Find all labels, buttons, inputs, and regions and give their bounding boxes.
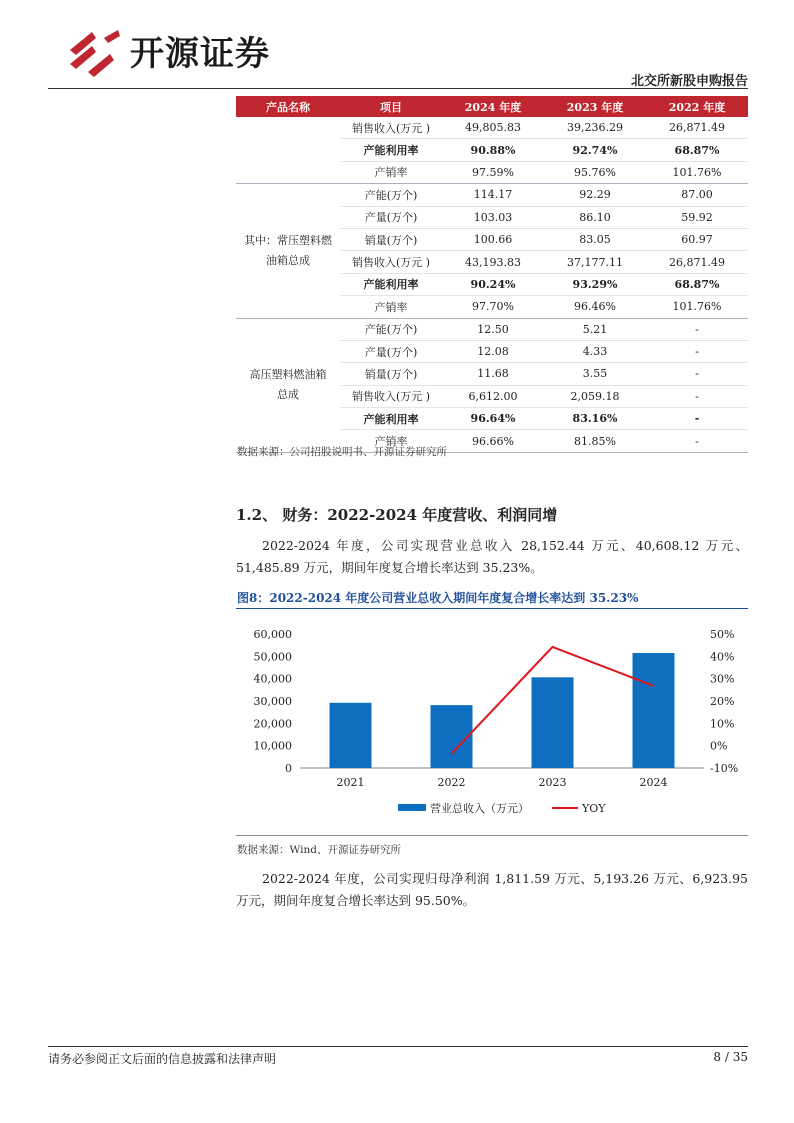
value-cell: 81.85% — [544, 430, 646, 452]
value-cell: 3.55 — [544, 363, 646, 385]
value-cell: 37,177.11 — [544, 251, 646, 273]
item-cell: 产能利用率 — [340, 273, 442, 295]
value-cell: 97.70% — [442, 296, 544, 318]
value-cell: 6,612.00 — [442, 385, 544, 407]
bar-revenue — [532, 677, 574, 768]
value-cell: - — [646, 318, 748, 340]
table-header-cell: 项目 — [340, 96, 442, 117]
value-cell: 96.46% — [544, 296, 646, 318]
value-cell: 11.68 — [442, 363, 544, 385]
value-cell: 87.00 — [646, 184, 748, 206]
y-left-tick-label: 40,000 — [253, 672, 292, 686]
y-right-tick-label: 30% — [710, 672, 735, 686]
table-row — [236, 184, 748, 206]
product-name-cell — [236, 184, 340, 318]
footer-disclaimer: 请务必参阅正文后面的信息披露和法律声明 — [48, 1052, 277, 1066]
item-cell: 销售收入(万元 ) — [340, 117, 442, 139]
paragraph-profit: 2022-2024 年度，公司实现归母净利润 1,811.59 万元、5,193.26 万元、6,923.95 万元，期间年度复合增长率达到 95.50%。 — [236, 871, 748, 908]
bar-revenue — [330, 703, 372, 768]
value-cell: 97.59% — [442, 161, 544, 183]
y-right-tick-label: 0% — [710, 739, 728, 753]
value-cell: 59.92 — [646, 206, 748, 228]
y-right-tick-label: 40% — [710, 650, 735, 664]
x-tick-label: 2023 — [538, 776, 567, 789]
y-left-tick-label: 50,000 — [253, 650, 292, 664]
footer-divider — [48, 1046, 748, 1047]
value-cell: 90.88% — [442, 139, 544, 161]
item-cell: 销量(万个) — [340, 363, 442, 385]
table-header-cell: 2023 年度 — [544, 96, 646, 117]
value-cell: 4.33 — [544, 340, 646, 362]
capacity-table — [236, 96, 748, 453]
value-cell: 26,871.49 — [646, 117, 748, 139]
value-cell: 92.74% — [544, 139, 646, 161]
page-header — [48, 20, 748, 88]
value-cell: - — [646, 363, 748, 385]
item-cell: 产能利用率 — [340, 408, 442, 430]
item-cell: 产能利用率 — [340, 139, 442, 161]
item-cell: 产量(万个) — [340, 206, 442, 228]
y-left-tick-label: 0 — [285, 762, 292, 775]
value-cell: 39,236.29 — [544, 117, 646, 139]
x-tick-label: 2022 — [437, 776, 466, 789]
value-cell: 43,193.83 — [442, 251, 544, 273]
product-name-cell — [236, 117, 340, 184]
table-header-cell: 产品名称 — [236, 96, 340, 117]
product-name-line: 油箱总成 — [266, 253, 310, 267]
table-header-row — [236, 96, 748, 117]
y-right-tick-label: 10% — [710, 717, 735, 731]
value-cell: 60.97 — [646, 228, 748, 250]
value-cell: 12.50 — [442, 318, 544, 340]
y-left-tick-label: 30,000 — [253, 695, 292, 708]
product-name-cell — [236, 318, 340, 452]
y-left-tick-label: 60,000 — [253, 628, 292, 641]
y-right-tick-label: -10% — [710, 762, 739, 775]
value-cell: 86.10 — [544, 206, 646, 228]
y-right-tick-label: 20% — [710, 695, 735, 708]
value-cell: - — [646, 385, 748, 407]
value-cell: 92.29 — [544, 184, 646, 206]
table-header-cell: 2022 年度 — [646, 96, 748, 117]
figure-title: 图8：2022-2024 年度公司营业总收入期间年度复合增长率达到 35.23% — [237, 591, 639, 605]
item-cell: 销量(万个) — [340, 228, 442, 250]
value-cell: - — [646, 340, 748, 362]
bar-revenue — [431, 705, 473, 768]
value-cell: 68.87% — [646, 273, 748, 295]
product-name-line: 其中：常压塑料燃 — [244, 233, 332, 247]
value-cell: 49,805.83 — [442, 117, 544, 139]
value-cell: 103.03 — [442, 206, 544, 228]
y-right-tick-label: 50% — [710, 628, 735, 641]
value-cell: 2,059.18 — [544, 385, 646, 407]
item-cell: 产销率 — [340, 161, 442, 183]
value-cell: 95.76% — [544, 161, 646, 183]
item-cell: 产量(万个) — [340, 340, 442, 362]
header-divider — [48, 88, 748, 89]
value-cell: 96.64% — [442, 408, 544, 430]
value-cell: 83.16% — [544, 408, 646, 430]
value-cell: 101.76% — [646, 296, 748, 318]
value-cell: 68.87% — [646, 139, 748, 161]
x-tick-label: 2021 — [336, 776, 365, 789]
value-cell: 83.05 — [544, 228, 646, 250]
table-row — [236, 117, 748, 139]
table-source: 数据来源：公司招股说明书、开源证券研究所 — [237, 446, 447, 458]
item-cell: 产销率 — [340, 296, 442, 318]
value-cell: 93.29% — [544, 273, 646, 295]
value-cell: - — [646, 430, 748, 452]
value-cell: 100.66 — [442, 228, 544, 250]
value-cell: 114.17 — [442, 184, 544, 206]
figure-title-rule — [236, 608, 748, 609]
value-cell: 26,871.49 — [646, 251, 748, 273]
value-cell: 5.21 — [544, 318, 646, 340]
revenue-chart — [236, 612, 748, 834]
paragraph-revenue: 2022-2024 年度，公司实现营业总收入 28,152.44 万元、40,608.12 万元、51,485.89 万元，期间年度复合增长率达到 35.23%。 — [236, 538, 748, 575]
item-cell: 产销率 — [340, 430, 442, 452]
value-cell: 90.24% — [442, 273, 544, 295]
value-cell: 12.08 — [442, 340, 544, 362]
table-row — [236, 318, 748, 340]
x-tick-label: 2024 — [639, 776, 668, 789]
table-header-cell: 2024 年度 — [442, 96, 544, 117]
product-name-line: 总成 — [277, 388, 299, 402]
brand-logo-icon — [66, 28, 136, 80]
value-cell: - — [646, 408, 748, 430]
report-type: 北交所新股申购报告 — [630, 74, 748, 89]
item-cell: 产能(万个) — [340, 318, 442, 340]
product-name-line: 高压塑料燃油箱 — [249, 368, 327, 382]
brand-name: 开源证券 — [130, 34, 270, 74]
y-left-tick-label: 10,000 — [253, 739, 292, 753]
value-cell: 101.76% — [646, 161, 748, 183]
value-cell: 96.66% — [442, 430, 544, 452]
page-number: 8 / 35 — [713, 1050, 748, 1064]
legend-label-yoy: YOY — [582, 802, 606, 815]
item-cell: 产能(万个) — [340, 184, 442, 206]
item-cell: 销售收入(万元 ) — [340, 251, 442, 273]
figure-bottom-rule — [236, 835, 748, 836]
legend-swatch-revenue — [398, 804, 426, 811]
legend-label-revenue: 营业总收入（万元） — [430, 802, 529, 815]
figure-source: 数据来源：Wind、开源证券研究所 — [237, 844, 401, 856]
bar-revenue — [633, 653, 675, 768]
item-cell: 销售收入(万元 ) — [340, 385, 442, 407]
section-title: 1.2、 财务：2022-2024 年度营收、利润同增 — [236, 506, 558, 524]
y-left-tick-label: 20,000 — [253, 717, 292, 731]
